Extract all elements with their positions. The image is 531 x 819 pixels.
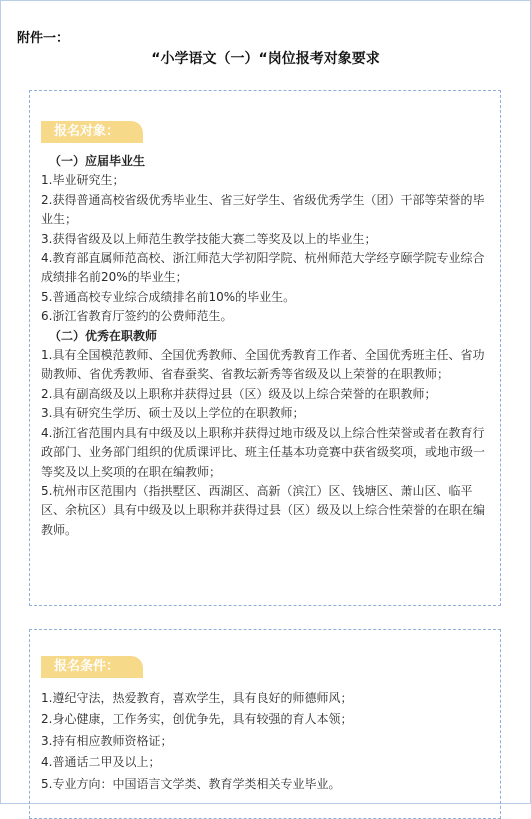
list-item: 4.浙江省范围内具有中级及以上职称并获得过地市级及以上综合性荣誉或者在教育行政部门、业务部门组织的优质课评比、班主任基本功竞赛中获省级奖项，或地市级一等奖及以上奖项的在职在编教师； [41,425,486,479]
conditions-section [29,629,501,819]
list-item: 6.浙江省教育厅签约的公费师范生。 [41,309,233,324]
list-item: 2.具有副高级及以上职称并获得过县（区）级及以上综合荣誉的在职教师； [41,386,437,401]
conditions-tag: 报名条件： [41,656,143,678]
list-item: 4.普通话二甲及以上； [41,755,161,770]
list-item: 5.杭州市区范围内（指拱墅区、西湖区、高新（滨江）区、钱塘区、萧山区、临平区、余杭区）具有中级及以上职称并获得过县（区）级及以上综合性荣誉的在职在编教师。 [41,483,486,537]
attachment-label: 附件一： [17,31,70,46]
list-item: 5.普通高校专业综合成绩排名前10%的毕业生。 [41,289,296,304]
list-item: 5.专业方向：中国语言文学类、教育学类相关专业毕业。 [41,776,341,791]
list-item: 1.具有全国模范教师、全国优秀教师、全国优秀教育工作者、全国优秀班主任、省功勋教师、省优秀教师、省春蚕奖、省教坛新秀等省级及以上荣誉的在职教师； [41,348,485,382]
applicants-section [29,90,501,606]
applicants-content [41,152,490,540]
list-item: 2.身心健康，工作务实，创优争先，具有较强的育人本领； [41,712,353,727]
list-item: 3.持有相应教师资格证； [41,733,173,748]
applicants-tag: 报名对象： [41,121,143,143]
page-title: “小学语文（一）“岗位报考对象要求 [151,51,380,67]
list-item: 2.获得普通高校省级优秀毕业生、省三好学生、省级优秀学生（团）干部等荣誉的毕业生； [41,192,485,227]
list-item: 1.毕业研究生； [41,173,125,188]
group-heading-graduates: （一）应届毕业生 [49,154,146,168]
list-item: 3.具有研究生学历、硕士及以上学位的在职教师； [41,406,305,421]
conditions-content [41,688,490,795]
list-item: 4.教育部直属师范高校、浙江师范大学初阳学院、杭州师范大学经亨颐学院专业综合成绩排名前20%的毕业生； [41,251,485,285]
list-item: 1.遵纪守法，热爱教育，喜欢学生，具有良好的师德师风； [41,691,353,705]
group-heading-teachers: （二）优秀在职教师 [49,328,158,343]
list-item: 3.获得省级及以上师范生教学技能大赛二等奖及以上的毕业生； [41,231,377,246]
